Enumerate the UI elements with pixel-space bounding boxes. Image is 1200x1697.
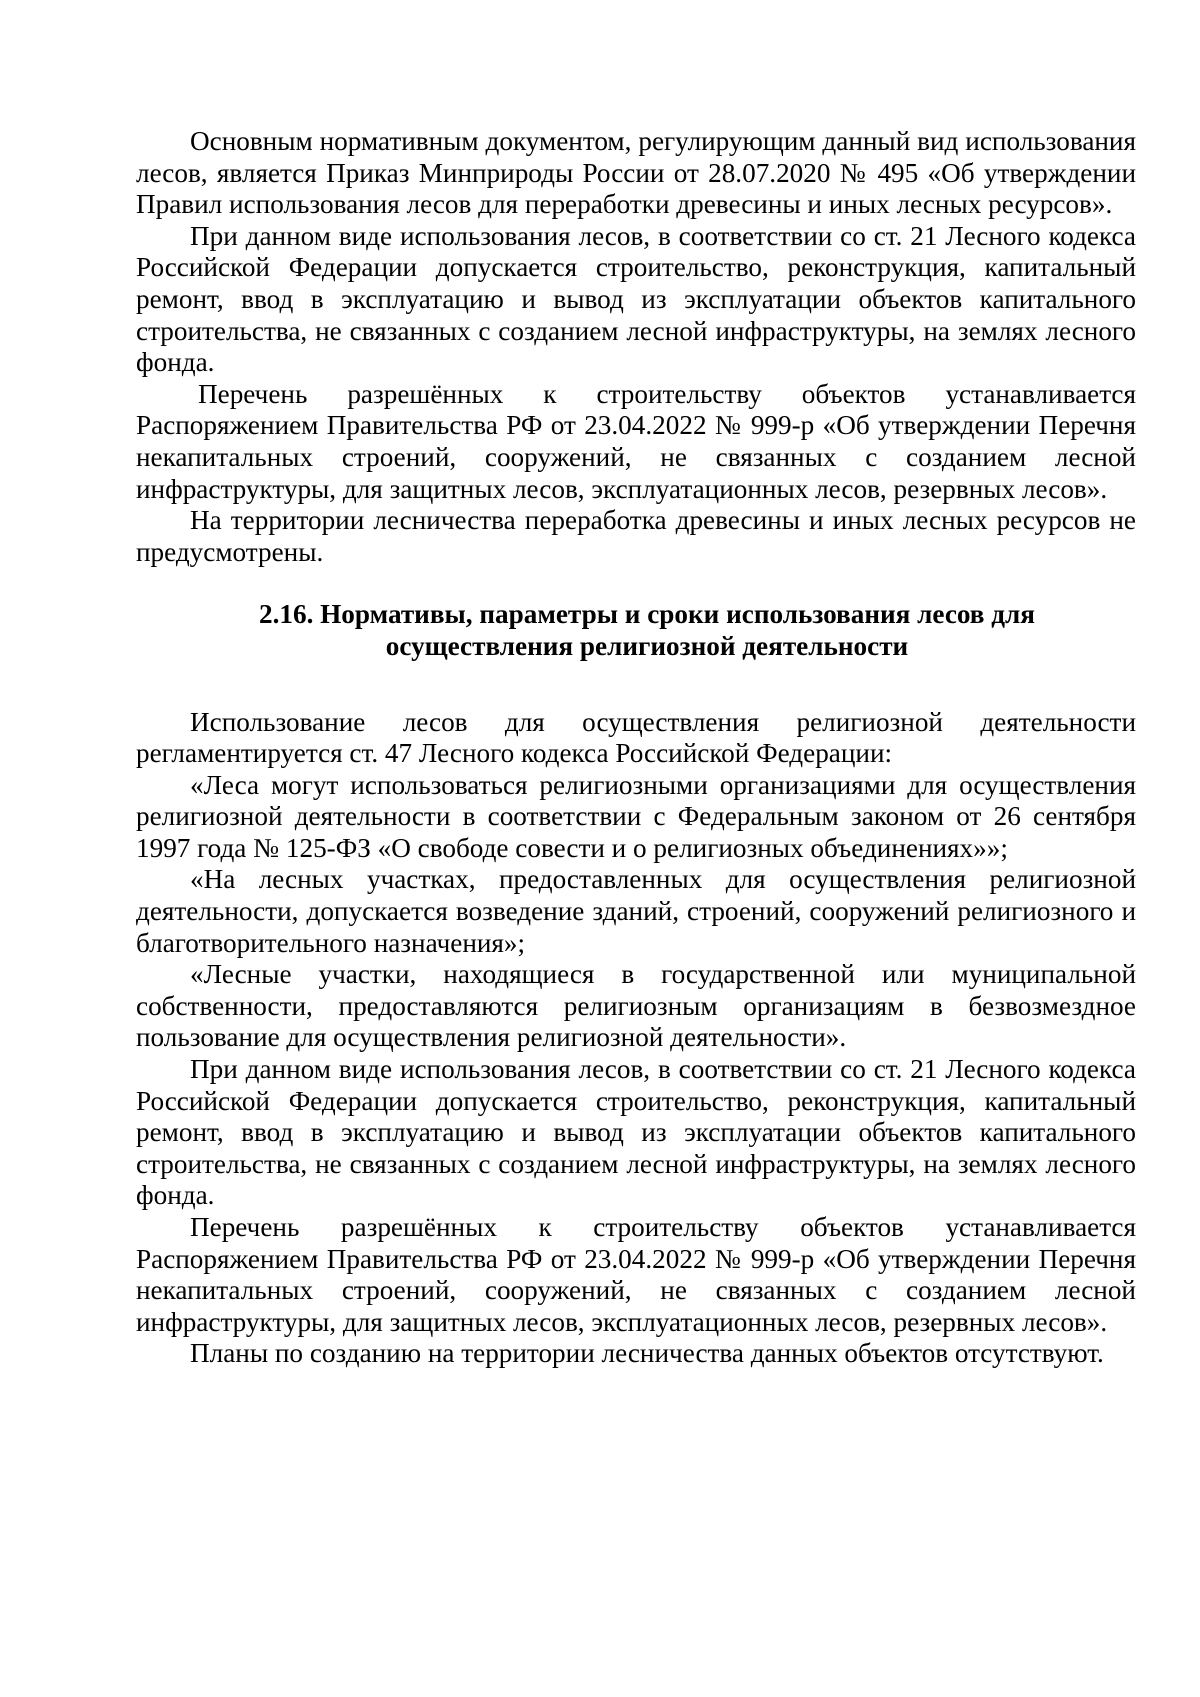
paragraph-construction-permitted: При данном виде использования лесов, в соответствии со ст. 21 Лесного кодекса Российской Федерации допускается строительство, реконструкция, капитальный ремонт, ввод в эксплуатацию и вывод из эксплуатации объектов капитального строительства, не связанных с созданием лесной инфраструктуры, на землях лесного фонда. bbox=[136, 220, 1136, 378]
paragraph-quote-free-use: «Лесные участки, находящиеся в государственной или муниципальной собственности, предоставляются религиозным организациям в безвозмездное пользование для осуществления религиозной деятельности». bbox=[136, 959, 1136, 1053]
paragraph-permitted-objects-list: Перечень разрешённых к строительству объектов устанавливается Распоряжением Правительства РФ от 23.04.2022 № 999-р «Об утверждении Перечня некапитальных строений, сооружений, не связанных с созданием лесной инфраструктуры, для защитных лесов, эксплуатационных лесов, резервных лесов». bbox=[136, 378, 1136, 504]
paragraph-no-plans: Планы по созданию на территории лесничества данных объектов отсутствуют. bbox=[190, 1338, 1104, 1369]
paragraph-quote-buildings-allowed: «На лесных участках, предоставленных для осуществления религиозной деятельности, допускается возведение зданий, строений, сооружений религиозного и благотворительного назначения»; bbox=[136, 864, 1136, 958]
section-heading-line-1: 2.16. Нормативы, параметры и сроки использования лесов для bbox=[258, 599, 1035, 630]
document-body bbox=[136, 126, 1136, 1370]
paragraph-construction-permitted-2: При данном виде использования лесов, в соответствии со ст. 21 Лесного кодекса Российской Федерации допускается строительство, реконструкция, капитальный ремонт, ввод в эксплуатацию и вывод из эксплуатации объектов капитального строительства, не связанных с созданием лесной инфраструктуры, на землях лесного фонда. bbox=[136, 1054, 1136, 1211]
paragraph-permitted-objects-list-2: Перечень разрешённых к строительству объектов устанавливается Распоряжением Правительства РФ от 23.04.2022 № 999-р «Об утверждении Перечня некапитальных строений, сооружений, не связанных с созданием лесной инфраструктуры, для защитных лесов, эксплуатационных лесов, резервных лесов». bbox=[136, 1212, 1136, 1337]
paragraph-religious-use-regulation: Использование лесов для осуществления религиозной деятельности регламентируется ст. 47 Лесного кодекса Российской Федерации: bbox=[136, 706, 1136, 769]
section-heading-line-2: осуществления религиозной деятельности bbox=[385, 630, 909, 661]
paragraph-quote-religious-organizations: «Леса могут использоваться религиозными организациями для осуществления религиозной деятельности в соответствии с Федеральным законом от 26 сентября 1997 года № 125-ФЗ «О свободе совести и о религиозных объединениях»»; bbox=[136, 769, 1136, 863]
paragraph-processing-not-planned: На территории лесничества переработка древесины и иных лесных ресурсов не предусмотрены. bbox=[136, 505, 1136, 567]
paragraph-normative-document: Основным нормативным документом, регулирующим данный вид использования лесов, является Приказ Минприроды России от 28.07.2020 № 495 «Об утверждении Правил использования лесов для переработки древесины и иных лесных ресурсов». bbox=[136, 126, 1136, 220]
section-heading bbox=[136, 599, 1136, 662]
